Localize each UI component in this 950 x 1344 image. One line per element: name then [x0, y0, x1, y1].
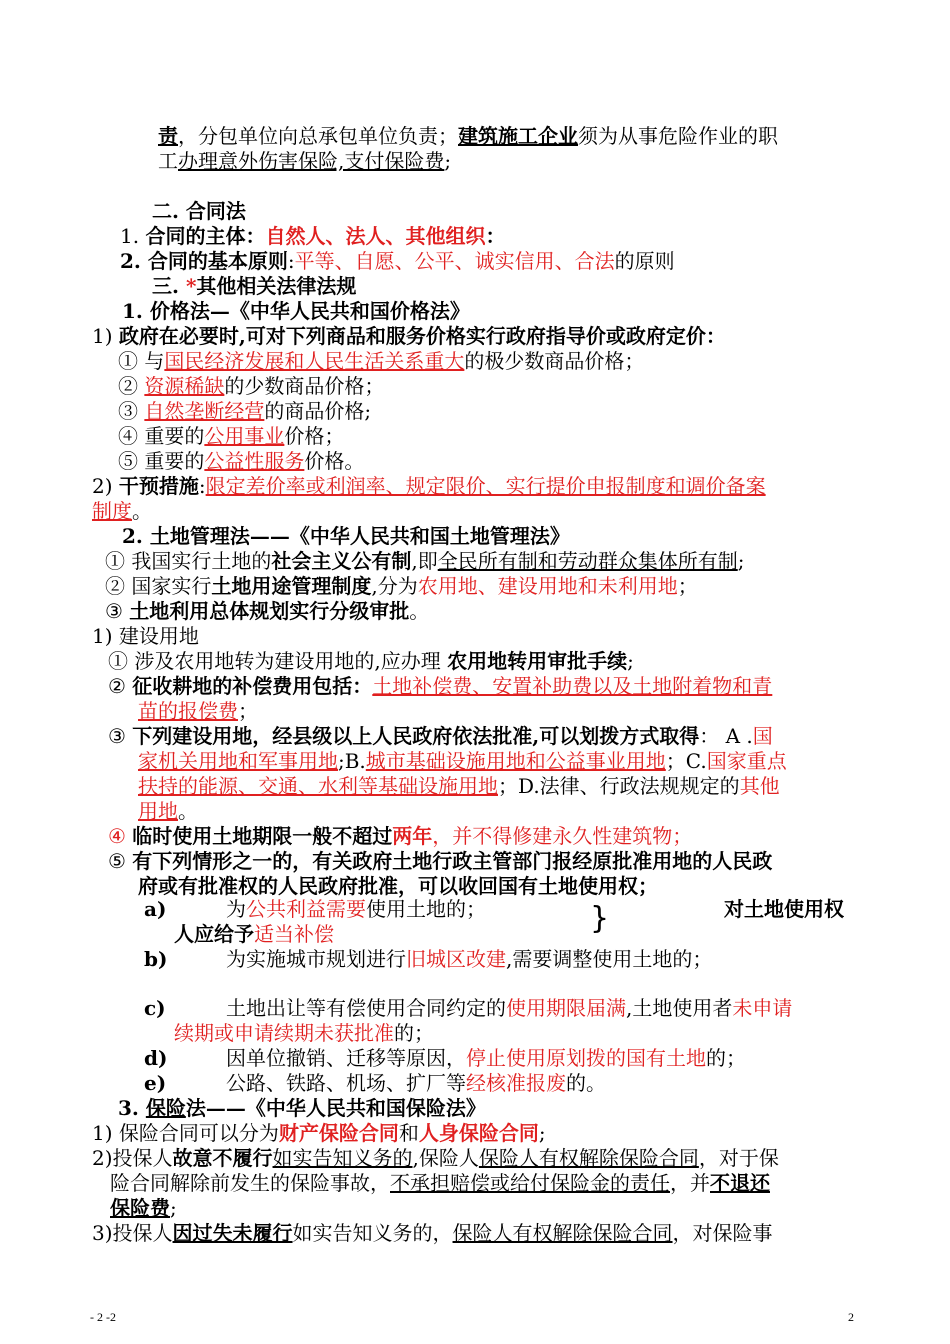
text-run: 保险 — [145, 1096, 186, 1120]
text-run: 限定差价率或利润率、规定限价、实行提价申报制度和调价备案 — [205, 474, 766, 498]
list-item — [108, 674, 772, 698]
text-run: ⑤ 重要的 — [118, 449, 205, 473]
text-run: 其他 — [739, 774, 780, 798]
text-run: 1. 价格法—《中华人民共和国价格法》 — [122, 299, 470, 323]
law-heading — [118, 1096, 486, 1120]
text-line — [138, 774, 780, 798]
text-run: 征收耕地的补偿费用包括： — [132, 674, 373, 698]
text-run: 公用事业 — [204, 424, 285, 448]
text-run: 政府在必要时,可对下列商品和服务价格实行政府指导价或政府定价： — [118, 324, 726, 348]
text-run: 制度 — [92, 499, 132, 523]
text-run: 价格； — [284, 424, 345, 448]
text-run: 3)投保人 — [92, 1221, 173, 1245]
text-line — [174, 922, 334, 946]
text-run: ; — [627, 649, 634, 673]
text-run: 公共利益需要 — [246, 897, 366, 921]
text-run: 财产保险合同 — [278, 1121, 399, 1145]
list-item — [118, 349, 644, 373]
text-run: 1) — [92, 324, 119, 348]
text-run: ④ — [108, 824, 133, 848]
text-run: 的商品价格; — [264, 399, 372, 423]
text-run: ⑤ — [108, 849, 133, 873]
text-run: 须为从事危险作业的职 — [578, 124, 778, 148]
text-run: e) — [144, 1071, 167, 1095]
text-run: 。 — [409, 599, 430, 623]
text-run: ① 我国实行土地的 — [105, 549, 272, 573]
list-item — [108, 849, 772, 873]
text-run: 2. 土地管理法——《中华人民共和国土地管理法》 — [122, 524, 570, 548]
list-item — [105, 549, 744, 573]
sub-item-text — [724, 897, 844, 921]
sub-item-text — [226, 947, 712, 971]
text-run: 如实告知义务的 — [272, 1146, 413, 1170]
text-run: 家机关用地和军事用地 — [138, 749, 338, 773]
text-run: 苗的报偿费 — [138, 699, 238, 723]
text-run: 价格。 — [304, 449, 365, 473]
page-number: 2 — [848, 1310, 854, 1324]
numbered-item — [92, 1146, 779, 1170]
text-run: 1) 建设用地 — [92, 624, 199, 648]
section-heading — [152, 199, 246, 223]
list-item — [108, 649, 634, 673]
text-run: ,即 — [411, 549, 438, 573]
text-run: 全民所有制和劳动群众集体所有制 — [437, 549, 738, 573]
text-run: ；D.法律、行政法规规定的 — [498, 774, 740, 798]
sub-item-text — [226, 1071, 606, 1095]
text-run: 和 — [398, 1121, 419, 1145]
text-line — [138, 749, 787, 773]
text-run: ,需要调整使用土地的； — [506, 947, 713, 971]
list-item — [108, 824, 692, 848]
text-run: ; — [538, 1121, 546, 1145]
text-run: 其他相关法律法规 — [196, 274, 357, 298]
text-run: ② — [108, 674, 133, 698]
text-run: 故意不履行 — [172, 1146, 273, 1170]
text-run: ; — [170, 1196, 177, 1220]
text-run: 公益性服务 — [204, 449, 305, 473]
text-run: 的极少数商品价格； — [464, 349, 645, 373]
list-item — [118, 424, 344, 448]
text-run: ; — [737, 549, 745, 573]
text-line — [138, 699, 258, 723]
text-run: c) — [144, 996, 166, 1020]
text-run: 为实施城市规划进行 — [226, 947, 406, 971]
text-run: 临时使用土地期限一般不超过 — [132, 824, 393, 848]
list-item — [118, 449, 364, 473]
text-line — [138, 874, 658, 898]
numbered-item — [120, 249, 675, 273]
text-run: 适当补偿 — [254, 922, 334, 946]
text-run: 如实告知义务的， — [292, 1221, 453, 1245]
text-run: 旧城区改建 — [406, 947, 506, 971]
text-line — [158, 124, 778, 148]
sub-item-text — [226, 1046, 746, 1070]
text-run: 资源稀缺 — [144, 374, 225, 398]
brace-symbol: } — [590, 901, 610, 936]
text-run: ，并不得修建永久性建筑物； — [432, 824, 693, 848]
text-run: ；C. — [665, 749, 707, 773]
sub-item-marker — [144, 1071, 166, 1095]
text-run: 2) — [92, 474, 119, 498]
sub-item-marker — [144, 947, 167, 971]
text-run: 扶持的能源、交通、水利等基础设施用地 — [138, 774, 498, 798]
text-run: 用地 — [138, 799, 178, 823]
text-run: 府或有批准权的人民政府批准，可以收回国有土地使用权； — [138, 874, 658, 898]
text-run: ： — [485, 224, 506, 248]
text-run: 1. — [120, 224, 146, 248]
subsection-heading — [92, 624, 199, 648]
text-run: a) — [144, 897, 167, 921]
text-run: d) — [144, 1046, 168, 1070]
text-run: 平等、自愿、公平、诚实信用、合法 — [294, 249, 615, 273]
text-run: 国家重点 — [706, 749, 787, 773]
text-line — [110, 1171, 770, 1195]
text-run: ② — [118, 374, 145, 398]
text-run: 的原则 — [614, 249, 675, 273]
text-run: 合同的主体： — [145, 224, 266, 248]
text-run: ，分包单位向总承包单位负责； — [178, 124, 458, 148]
text-run: 2)投保人 — [92, 1146, 173, 1170]
text-run: 不承担赔偿或给付保险金的责任 — [390, 1171, 670, 1195]
text-run: 建筑施工企业 — [458, 124, 578, 148]
text-run: 公路、铁路、机场、扩厂等 — [226, 1071, 466, 1095]
sub-item-marker — [144, 1046, 167, 1070]
text-run: 的； — [706, 1046, 746, 1070]
text-run: 3. — [118, 1096, 146, 1120]
text-run: 国民经济发展和人民生活关系重大 — [164, 349, 465, 373]
text-run: : — [198, 474, 206, 498]
text-run: ,分为 — [371, 574, 418, 598]
text-run: ④ 重要的 — [118, 424, 205, 448]
text-run: 保险费 — [110, 1196, 170, 1220]
list-item — [108, 724, 773, 748]
text-run: 两年 — [392, 824, 433, 848]
text-run: 为 — [226, 897, 246, 921]
law-heading — [122, 524, 570, 548]
text-run: ③ — [118, 399, 145, 423]
text-run: ,土地使用者 — [626, 996, 733, 1020]
text-run: 土地出让等有偿使用合同约定的 — [226, 996, 506, 1020]
text-run: ① 与 — [118, 349, 165, 373]
text-line — [110, 1196, 177, 1220]
text-run: ，对保险事 — [672, 1221, 773, 1245]
text-run: ;B. — [338, 749, 366, 773]
sub-item-text — [226, 996, 792, 1020]
text-run: 1) 保险合同可以分为 — [92, 1121, 279, 1145]
text-run: 的； — [394, 1021, 434, 1045]
list-intro — [92, 324, 726, 348]
text-run: 停止使用原划拨的国有土地 — [466, 1046, 706, 1070]
text-run: 续期或申请续期未获批准 — [174, 1021, 394, 1045]
text-run: 土地利用总体规划实行分级审批 — [129, 599, 410, 623]
text-run: 二. 合同法 — [152, 199, 246, 223]
law-heading — [122, 299, 470, 323]
text-run: ； — [677, 574, 698, 598]
text-run: * — [185, 274, 197, 298]
text-run: 社会主义公有制 — [271, 549, 412, 573]
text-run: ,保险人 — [412, 1146, 479, 1170]
sub-item-marker — [144, 996, 166, 1020]
text-line — [92, 474, 766, 498]
text-run: ③ — [108, 724, 133, 748]
text-run: b) — [144, 947, 168, 971]
text-run: ，对于保 — [698, 1146, 779, 1170]
text-run: 的少数商品价格； — [224, 374, 385, 398]
list-item — [118, 399, 371, 423]
text-run: 土地用途管理制度 — [211, 574, 372, 598]
text-run: 城市基础设施用地和公益事业用地 — [365, 749, 666, 773]
text-line — [138, 799, 198, 823]
text-run: 责 — [158, 124, 178, 148]
text-run: 办理意外伤害保险,支付保险费 — [178, 149, 445, 173]
text-run: 农用地转用审批手续 — [447, 649, 628, 673]
text-run: 保险人有权解除保险合同 — [478, 1146, 699, 1170]
text-run: 保险人有权解除保险合同 — [452, 1221, 673, 1245]
numbered-item — [92, 1221, 773, 1245]
list-item — [118, 374, 384, 398]
text-run: ③ — [105, 599, 130, 623]
text-run: 因过失未履行 — [172, 1221, 293, 1245]
footer-left: - 2 -2 — [90, 1310, 116, 1324]
text-run: ； — [238, 699, 258, 723]
text-run: ： A . — [699, 724, 753, 748]
text-run: 工 — [158, 149, 178, 173]
text-run: : — [287, 249, 295, 273]
text-run: 人应给予 — [174, 922, 254, 946]
text-run: 对土地使用权 — [724, 897, 844, 921]
text-run: 人身保险合同 — [418, 1121, 539, 1145]
text-run: 经核准报废 — [466, 1071, 566, 1095]
text-run: 因单位撤销、迁移等原因， — [226, 1046, 466, 1070]
section-heading — [152, 274, 356, 298]
text-run: 下列建设用地，经县级以上人民政府依法批准,可以划拨方式取得 — [132, 724, 700, 748]
text-run: 农用地、建设用地和未利用地 — [417, 574, 678, 598]
text-line — [174, 1021, 434, 1045]
text-run: ② 国家实行 — [105, 574, 212, 598]
text-run: 未申请 — [732, 996, 793, 1020]
text-run: 的。 — [566, 1071, 606, 1095]
numbered-item — [92, 1121, 546, 1145]
text-run: 险合同解除前发生的保险事故， — [110, 1171, 390, 1195]
text-run: 自然垄断经营 — [144, 399, 265, 423]
text-run: 土地补偿费、安置补助费以及土地附着物和青 — [372, 674, 773, 698]
text-run: 国 — [752, 724, 773, 748]
numbered-item — [120, 224, 505, 248]
text-run: 使用土地的； — [366, 897, 486, 921]
text-run: 干预措施 — [118, 474, 199, 498]
text-run: ; — [444, 149, 452, 173]
text-run: 2. 合同的基本原则 — [120, 249, 288, 273]
text-run: 有下列情形之一的，有关政府土地行政主管部门报经原批准用地的人民政 — [132, 849, 773, 873]
list-item — [105, 574, 698, 598]
text-line — [92, 499, 152, 523]
text-line — [158, 149, 451, 173]
text-run: 自然人、法人、其他组织 — [265, 224, 486, 248]
text-run: 三. — [152, 274, 186, 298]
text-run: 。 — [132, 499, 152, 523]
text-run: 不退还 — [710, 1171, 770, 1195]
text-run: 法——《中华人民共和国保险法》 — [185, 1096, 486, 1120]
list-item — [105, 599, 429, 623]
text-run: ① 涉及农用地转为建设用地的,应办理 — [108, 649, 448, 673]
sub-item-text — [226, 897, 486, 921]
text-run: ，并 — [670, 1171, 710, 1195]
sub-item-marker — [144, 897, 166, 921]
text-run: 。 — [178, 799, 198, 823]
text-run: 使用期限届满 — [506, 996, 626, 1020]
